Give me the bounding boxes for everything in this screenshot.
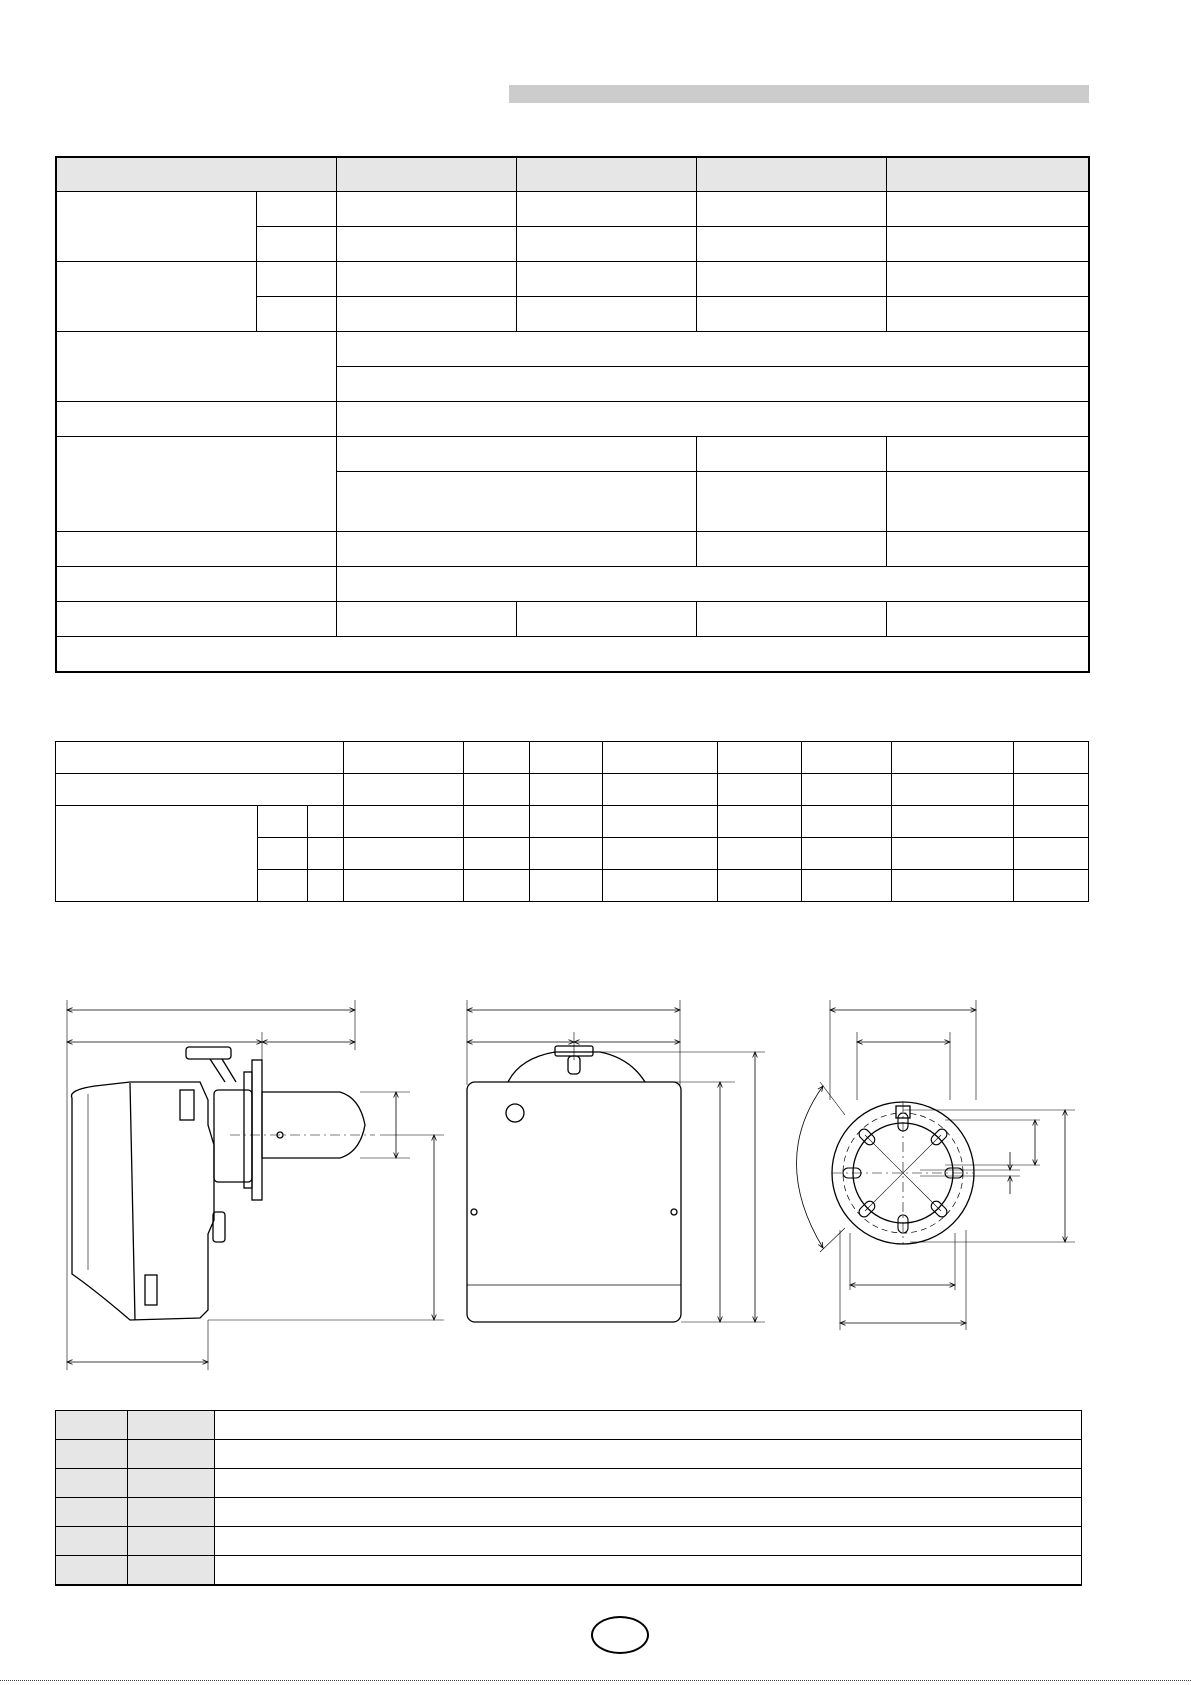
table-row [56,1527,1082,1556]
table-row [56,192,1089,227]
table-row [56,567,1089,602]
table-footnote-row [56,637,1089,672]
table-row [56,332,1089,367]
dimensions-table [55,741,1089,902]
table-row [56,1498,1082,1527]
technical-data-table [55,156,1090,673]
table-header-row [56,742,1089,774]
page-number-badge [591,1616,649,1654]
table-row [56,1469,1082,1498]
table-row [56,602,1089,637]
legend-table [55,1410,1082,1586]
table-row [56,1556,1082,1586]
side-view-drawing [67,1000,444,1370]
table-row [56,806,1089,838]
table-row [56,1411,1082,1440]
table-header-row [56,157,1089,192]
front-view-drawing [467,1000,765,1322]
burner-dimension-drawings [0,990,1191,1380]
page-bottom-divider [0,1680,1191,1681]
table-row [56,437,1089,472]
table-row [56,1440,1082,1469]
table-row [56,402,1089,437]
table-row [56,774,1089,806]
table-row [56,262,1089,297]
section-header-bar [509,85,1089,103]
table-row [56,532,1089,567]
flange-view-drawing [797,1000,1076,1330]
